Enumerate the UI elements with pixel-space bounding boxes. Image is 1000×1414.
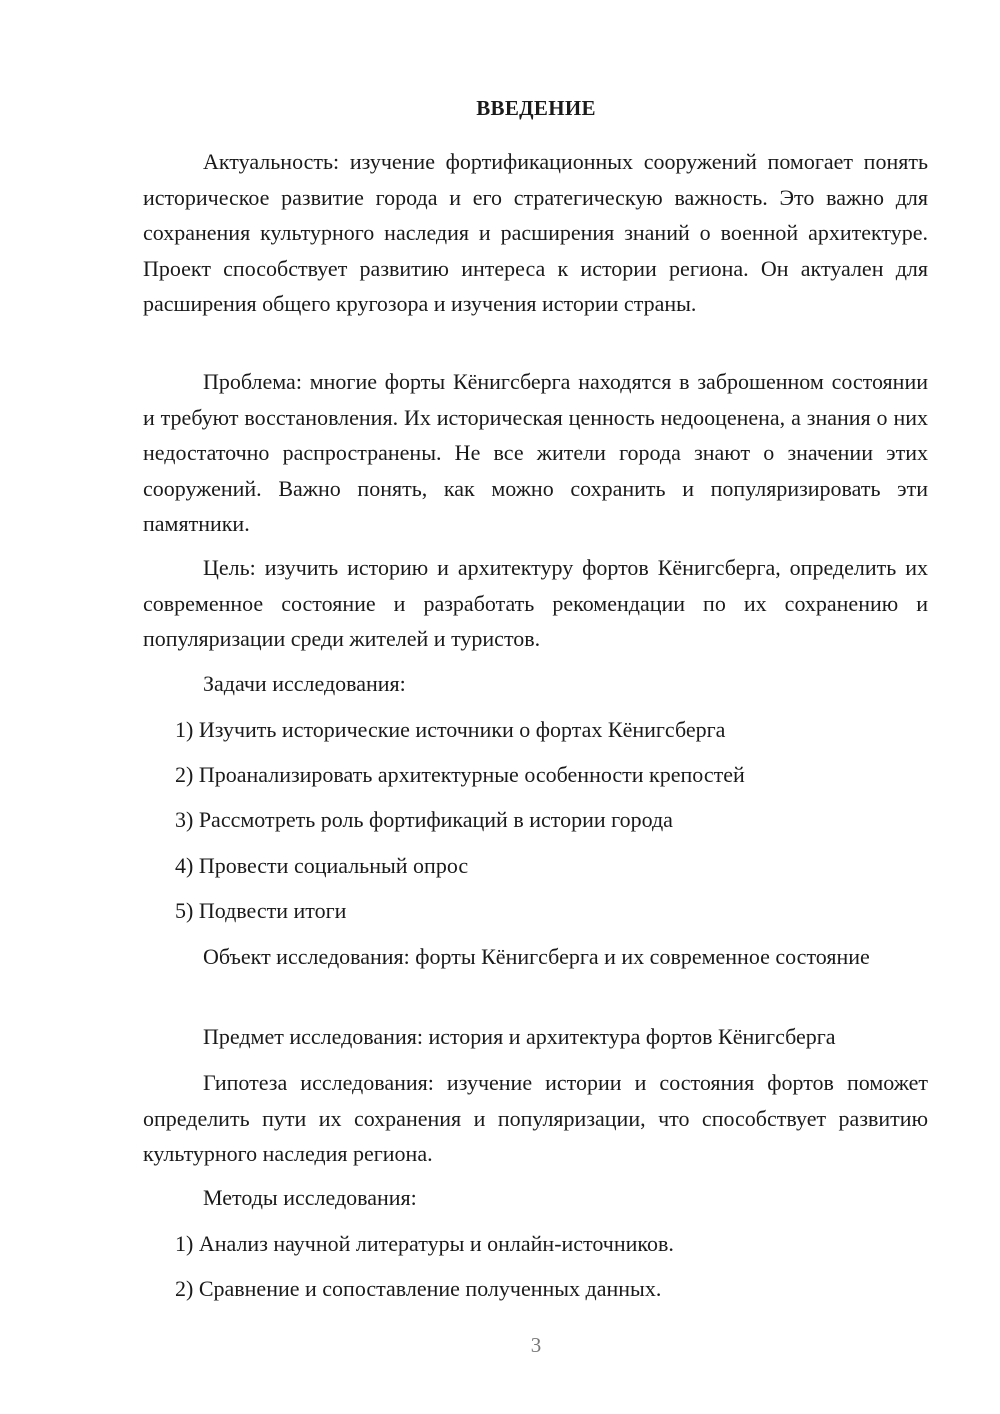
subject-paragraph: Предмет исследования: история и архитектура фортов Кёнигсберга bbox=[203, 1024, 836, 1049]
task-item-2: 2) Проанализировать архитектурные особенности крепостей bbox=[175, 762, 745, 787]
hypothesis-paragraph: Гипотеза исследования: изучение истории и состояния фортов поможет определить пути их сохранения и популяризации, что способствует развитию культурного наследия региона. bbox=[143, 1070, 928, 1166]
task-item-5: 5) Подвести итоги bbox=[175, 898, 347, 923]
tasks-heading: Задачи исследования: bbox=[203, 671, 406, 696]
task-item-1: 1) Изучить исторические источники о фортах Кёнигсберга bbox=[175, 717, 726, 742]
task-item-4: 4) Провести социальный опрос bbox=[175, 853, 469, 878]
methods-heading: Методы исследования: bbox=[203, 1185, 417, 1210]
problem-paragraph: Проблема: многие форты Кёнигсберга находятся в заброшенном состоянии и требуют восстановления. Их историческая ценность недооценена, а знания о них недостаточно распространены. Не все жители города знают о значении этих сооружений. Важно понять, как можно сохранить и популяризировать эти памятники. bbox=[143, 369, 928, 536]
relevance-paragraph: Актуальность: изучение фортификационных сооружений помогает понять историческое развитие города и его стратегическую важность. Это важно для сохранения культурного наследия и расширения знаний о военной архитектуре. Проект способствует развитию интереса к истории региона. Он актуален для расширения общего кругозора и изучения истории страны. bbox=[143, 149, 928, 316]
object-paragraph: Объект исследования: форты Кёнигсберга и их современное состояние bbox=[203, 944, 870, 969]
method-item-1: 1) Анализ научной литературы и онлайн-источников. bbox=[175, 1231, 674, 1256]
goal-paragraph: Цель: изучить историю и архитектуру фортов Кёнигсберга, определить их современное состояние и разработать рекомендации по их сохранению и популяризации среди жителей и туристов. bbox=[143, 555, 928, 651]
page-number: 3 bbox=[530, 1333, 542, 1357]
method-item-2: 2) Сравнение и сопоставление полученных данных. bbox=[175, 1276, 662, 1301]
page-title: ВВЕДЕНИЕ bbox=[476, 96, 596, 120]
task-item-3: 3) Рассмотреть роль фортификаций в истории города bbox=[175, 807, 673, 832]
